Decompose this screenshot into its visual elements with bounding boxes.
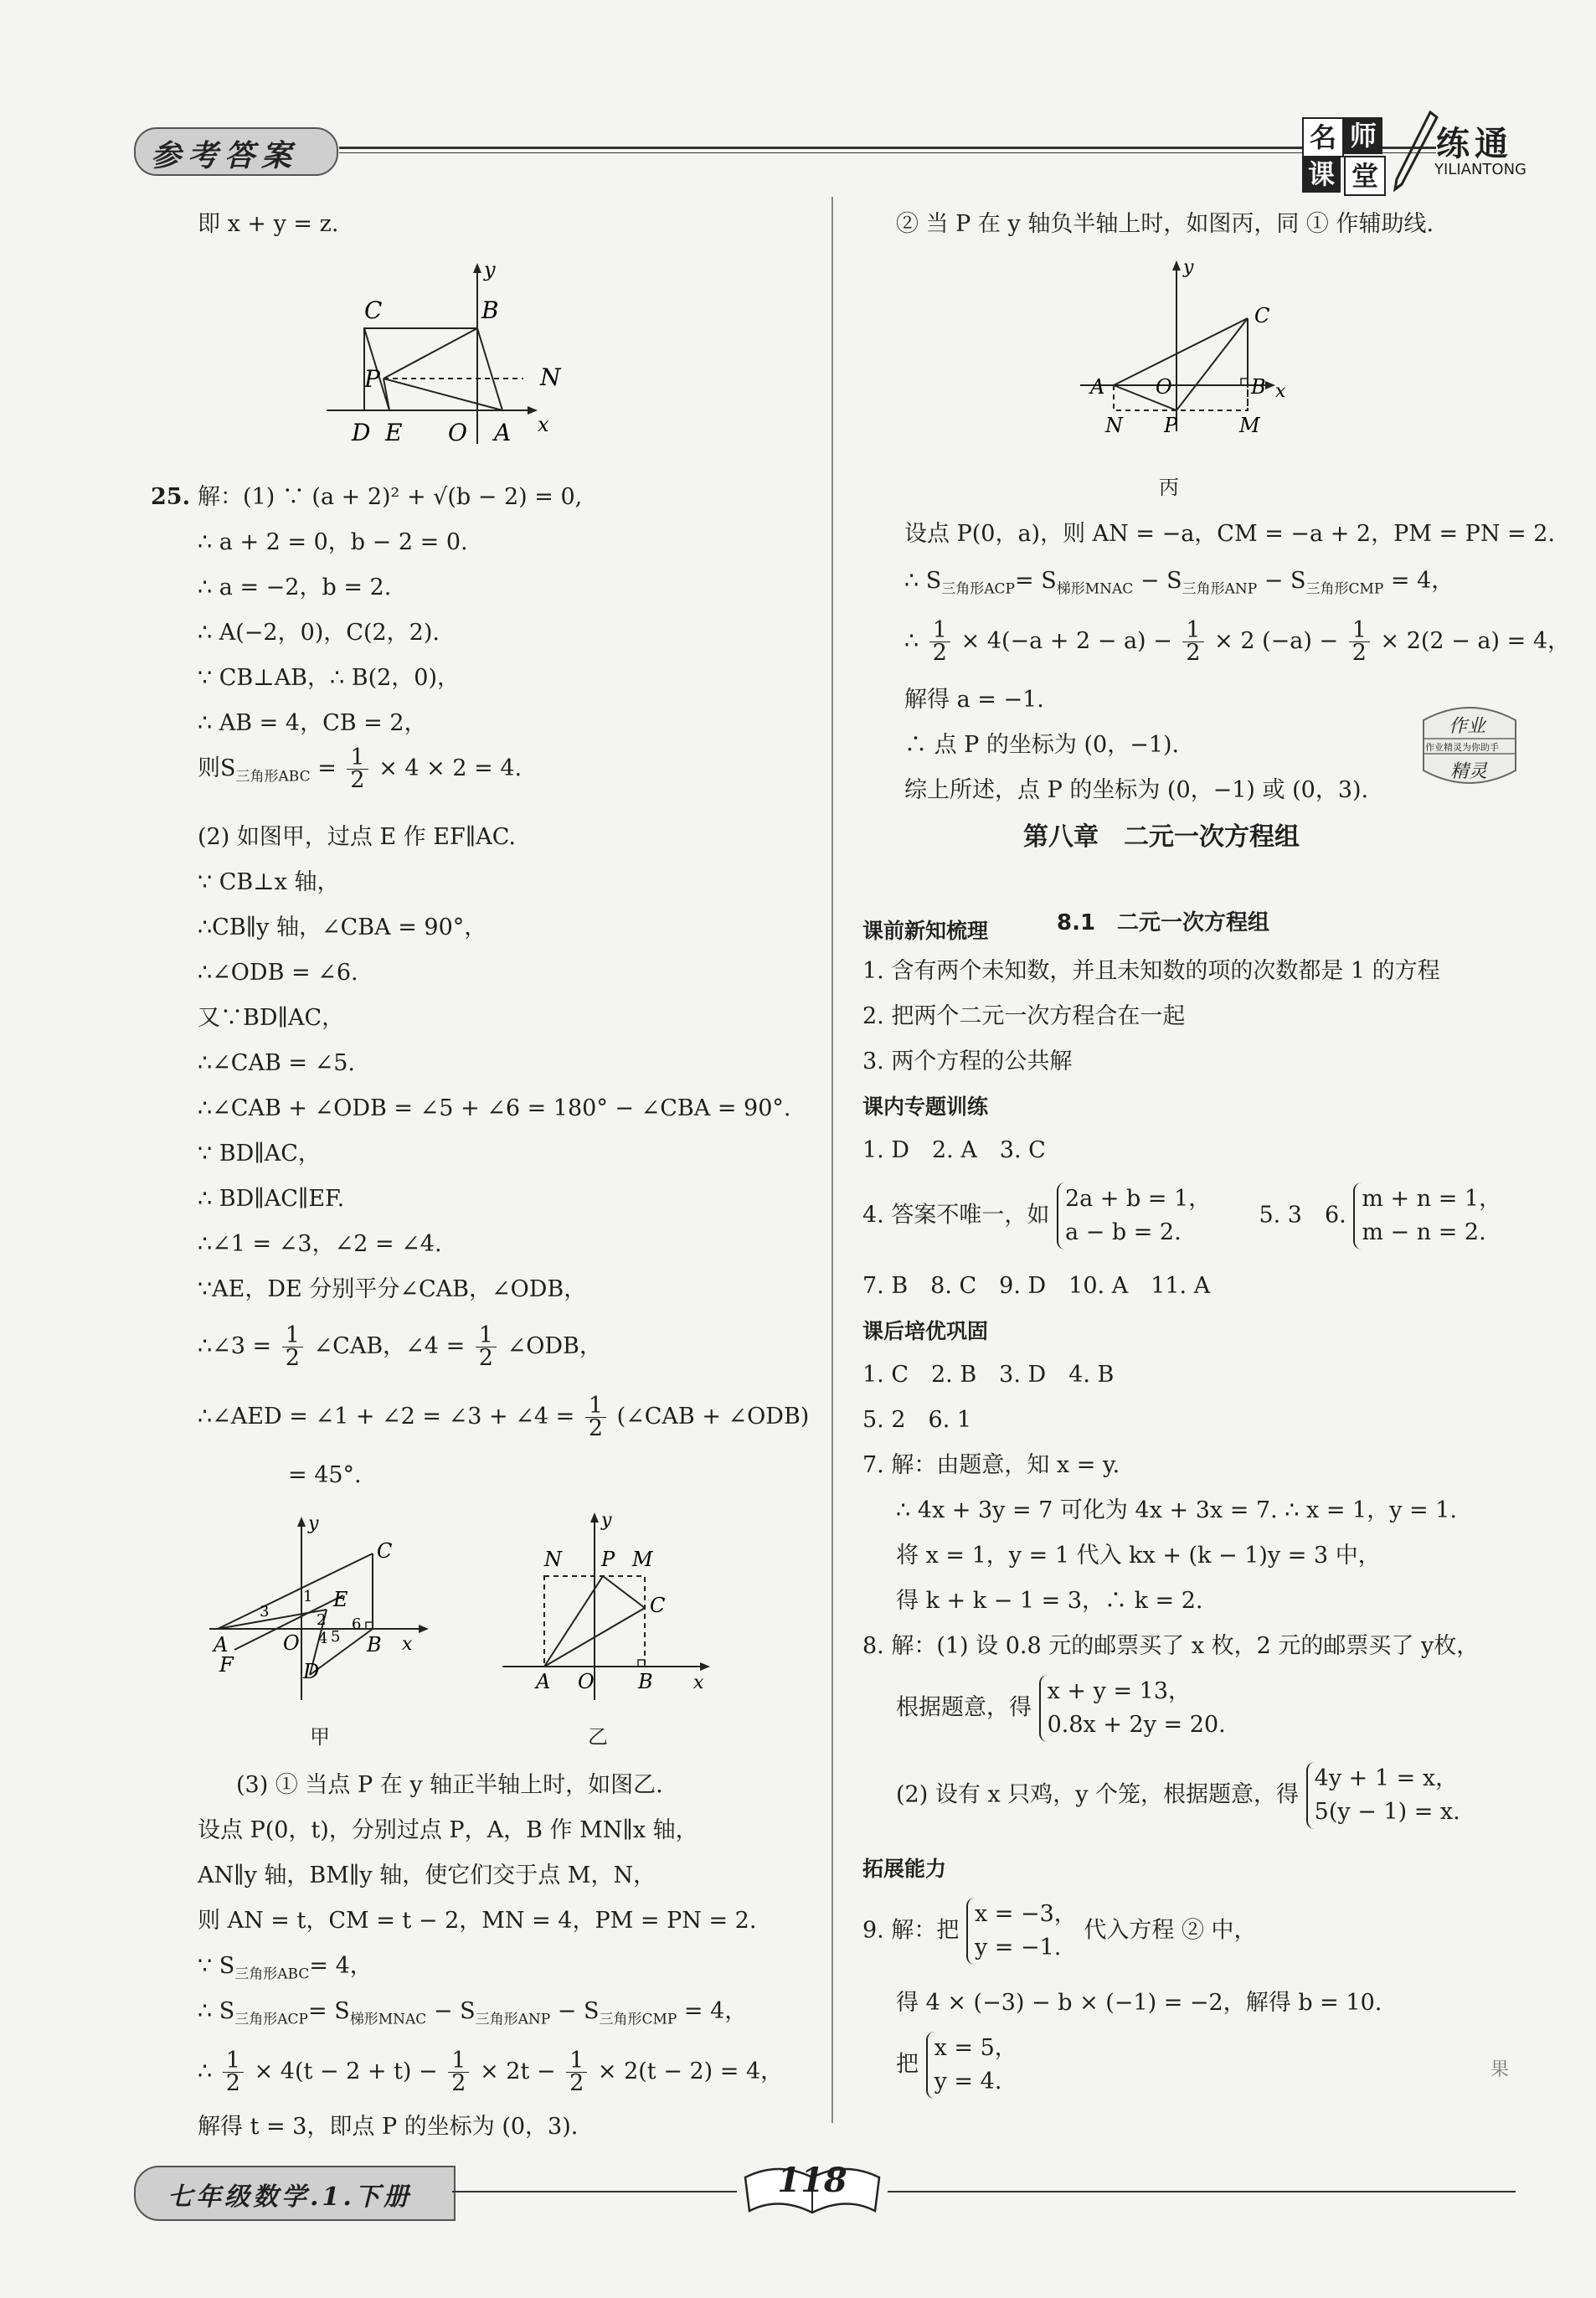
text-line: = 45°. [288,1462,362,1488]
fig-yi-label: O [578,1670,595,1693]
text-line: 解得 a = −1. [904,687,1044,713]
text-line: ∴∠CAB = ∠5. [198,1050,355,1076]
answer-line: 1. 含有两个未知数，并且未知数的项的次数都是 1 的方程 [862,958,1440,984]
text-line: ∴∠CAB + ∠ODB = ∠5 + ∠6 = 180° − ∠CBA = 90°. [198,1095,791,1121]
fig-yi-label: B [638,1670,653,1693]
answer-line: ∴ 4x + 3y = 7 可化为 4x + 3x = 7. ∴ x = 1，y = 1. [896,1497,1458,1523]
figure-jia [201,1507,435,1717]
text-line: AN∥y 轴，BM∥y 轴，使它们交于点 M，N， [198,1863,656,1888]
fig-yi-label: P [601,1548,615,1571]
fig-jia-label: 1 [303,1588,313,1605]
fig-yi-label: x [693,1672,704,1693]
figure-caption: 乙 [588,1725,608,1749]
fig-yi-label: N [544,1548,562,1571]
header-rule-thin [339,152,1436,153]
answer-line: 4. 答案不唯一，如 2a + b = 1， a − b = 2. 5. 3 6. m + n = 1， m − n = 2. [862,1182,1501,1249]
stamp-middle: 作业精灵为你助手 [1425,742,1499,753]
fig-yi-label: A [536,1670,551,1693]
fig-bing-label: A [1090,375,1105,399]
footer-rule [888,2191,1516,2192]
text-line: ∴ $S_{三角形ACP}= S_{梯形MNAC} - S_{三角形ANP} - S_{三角形CMP} = 4$， [904,568,1454,598]
fig1-label: x [538,413,549,436]
brand-char: 师 [1344,117,1382,154]
fig-bing-label: C [1254,304,1270,327]
brand-char: 名 [1302,117,1344,157]
fig-bing-label: y [1183,257,1194,278]
subsection-heading: 课前新知梳理 [862,919,989,943]
text-line: ② 当 P 在 y 轴负半轴上时，如图丙，同 ① 作辅助线. [896,211,1434,237]
header-rule [339,147,1436,149]
text-line: ∴∠3 = $\frac{1}{2}$ ∠CAB，∠4 = $\frac{1}{2}$ ∠ODB， [198,1322,602,1371]
text-line: ∵ $S_{三角形ABC}= 4$， [198,1953,373,1983]
brand-grid [1302,117,1386,194]
text-line: ∴∠ODB = ∠6. [198,960,358,986]
fig-jia-label: 2 [317,1611,327,1629]
header [134,117,1526,193]
text-line: 又∵BD∥AC， [198,1005,345,1031]
fig1-label: O [448,419,467,446]
fig-jia-label: E [333,1588,348,1611]
fig-jia-label: 4 [318,1630,328,1647]
fig-bing-label: O [1156,375,1172,399]
stamp-top: 作业 [1449,716,1486,737]
subsection-heading: 课后培优巩固 [862,1319,989,1343]
answer-line: 根据题意，得 x + y = 13， 0.8x + 2y = 20. [896,1675,1226,1742]
text-line: 解得 t = 3，即点 P 的坐标为 (0，3). [198,2114,579,2140]
text-line: ∵ BD∥AC， [198,1141,321,1167]
fig-bing-label: P [1164,414,1178,437]
text-line: ∴ $S_{三角形ACP}= S_{梯形MNAC} - S_{三角形ANP} - S_{三角形CMP} = 4$， [198,1998,748,2028]
fig1-label: E [385,419,403,446]
chapter-title: 第八章 二元一次方程组 [1023,822,1300,852]
answer-line: 5. 2 6. 1 [862,1407,972,1433]
text-line: ∴ BD∥AC∥EF. [198,1186,345,1212]
answer-line: 2. 把两个二元一次方程合在一起 [862,1003,1186,1029]
figure-caption: 丙 [1159,476,1179,499]
footer-rule [452,2191,737,2192]
answer-line: 得 4 × (−3) − b × (−1) = −2，解得 b = 10. [896,1990,1382,2016]
footer-grade-label: 七年级数学.1.下册 [167,2182,412,2212]
subsection-heading: 课内专题训练 [862,1095,989,1119]
text-line: ∵ CB⊥AB，∴ B(2，0)， [198,665,461,691]
fig-jia-label: 3 [260,1603,270,1620]
answer-line: 将 x = 1，y = 1 代入 kx + (k − 1)y = 3 中， [896,1543,1381,1569]
text-line: ∴∠1 = ∠3，∠2 = ∠4. [198,1231,442,1257]
answer-line: 1. D 2. A 3. C [862,1137,1046,1163]
text-line: 设点 P(0，a)，则 AN = −a，CM = −a + 2，PM = PN = 2. [904,521,1556,547]
fig1-label: C [364,296,383,324]
text-line: ∴ $\frac{1}{2}$ × 4(t − 2 + t) − $\frac{1}{2}$ × 2t − $\frac{1}{2}$ × 2(t − 2) = 4， [198,2048,784,2096]
figure-bing [1072,251,1298,444]
fig-yi-label: C [650,1594,666,1617]
subsection-heading: 拓展能力 [862,1857,947,1881]
brand-char: 堂 [1344,156,1386,196]
fig-jia-label: 6 [352,1615,362,1633]
text-line: ∵AE，DE 分别平分∠CAB，∠ODB， [198,1276,587,1302]
answer-line: (2) 设有 x 只鸡，y 个笼，根据题意，得 4y + 1 = x， 5(y − 1) = x. [896,1762,1460,1829]
text-line: ∴ a + 2 = 0，b − 2 = 0. [198,529,468,555]
fig-bing-label: x [1275,381,1286,402]
text-line: 解：(1) ∵ (a + 2)² + √(b − 2) = 0, [198,484,583,510]
text-line: ∴ A(−2，0)，C(2，2). [198,620,440,646]
brand-subtitle: YILIANTONG [1434,161,1526,178]
fig-bing-label: M [1239,414,1260,437]
answer-line: 9. 解：把 x = −3， y = −1. 代入方程 ② 中， [862,1898,1257,1965]
answer-line: 7. B 8. C 9. D 10. A 11. A [862,1273,1211,1299]
fig-jia-label: y [308,1513,319,1534]
page-number: 118 [777,2161,847,2200]
text-line: (2) 如图甲，过点 E 作 EF∥AC. [198,824,516,850]
fig-jia-label: 5 [331,1628,341,1646]
text-line: ∵ CB⊥x 轴， [198,869,340,895]
text-line: ∴∠AED = ∠1 + ∠2 = ∠3 + ∠4 = $\frac{1}{2}$ (∠CAB + ∠ODB) [198,1393,810,1441]
text-line: (3) ① 当点 P 在 y 轴正半轴上时，如图乙. [236,1772,663,1798]
text-line: ∴ a = −2，b = 2. [198,574,392,600]
text-line: 则 AN = t，CM = t − 2，MN = 4，PM = PN = 2. [198,1908,757,1934]
answer-line: 1. C 2. B 3. D 4. B [862,1362,1115,1388]
text-line: ∴ $\frac{1}{2}$ × 4(−a + 2 − a) − $\frac{1}{2}$ × 2 (−a) − $\frac{1}{2}$ × 2(2 − a) = 4， [904,617,1570,666]
fig-jia-label: B [367,1633,382,1657]
figure-1 [318,251,586,452]
problem-number: 25. [151,484,190,510]
fig-yi-label: M [632,1548,653,1571]
margin-mark: 果 [1490,2059,1510,2080]
answer-line: 得 k + k − 1 = 3，∴ k = 2. [896,1588,1203,1614]
column-divider [831,197,833,2123]
section-title: 8.1 二元一次方程组 [1057,910,1270,935]
answer-line: 把 x = 5， y = 4. [896,2032,1017,2099]
fig-yi-label: y [601,1510,612,1531]
fig1-label: B [481,296,499,324]
text-line: 则$S_{三角形ABC}$ = $\frac{1}{2}$ × 4 × 2 = 4. [198,745,523,793]
answer-line: 3. 两个方程的公共解 [862,1049,1073,1074]
fig1-label: A [494,419,512,446]
fig-jia-label: x [402,1634,413,1655]
fig-jia-label: F [219,1653,234,1677]
text-line: 即 x + y = z. [198,211,339,237]
answer-line: 8. 解：(1) 设 0.8 元的邮票买了 x 枚，2 元的邮票买了 y枚， [862,1633,1480,1659]
fig1-label: D [352,419,371,446]
figure-caption: 甲 [310,1725,330,1749]
text-line: 综上所述，点 P 的坐标为 (0，−1) 或 (0，3). [904,777,1369,803]
text-line: ∴CB∥y 轴，∠CBA = 90°， [198,915,487,940]
answer-banner-label: 参考答案 [151,138,299,173]
answer-line: 7. 解：由题意，知 x = y. [862,1452,1120,1478]
fig1-label: N [540,363,561,391]
fig-jia-label: A [214,1633,229,1657]
pen-icon [1390,109,1440,193]
fig1-label: P [364,365,380,393]
text-line: ∴ AB = 4，CB = 2， [198,710,427,736]
fig-jia-label: O [283,1631,300,1655]
fig-bing-label: N [1105,414,1123,437]
text-line: ∴ 点 P 的坐标为 (0，−1). [904,732,1180,758]
fig-jia-label: C [377,1539,393,1563]
stamp-bottom: 精灵 [1450,761,1488,782]
fig-bing-label: B [1251,375,1266,399]
brand-char: 课 [1302,156,1341,193]
text-line: 设点 P(0，t)，分别过点 P，A，B 作 MN∥x 轴， [198,1817,698,1843]
brand-text: 练通 [1436,124,1513,163]
watermark-stamp [1415,695,1524,796]
figure-yi [494,1507,728,1717]
fig-jia-label: D [303,1660,320,1683]
fig1-label: y [484,258,496,281]
